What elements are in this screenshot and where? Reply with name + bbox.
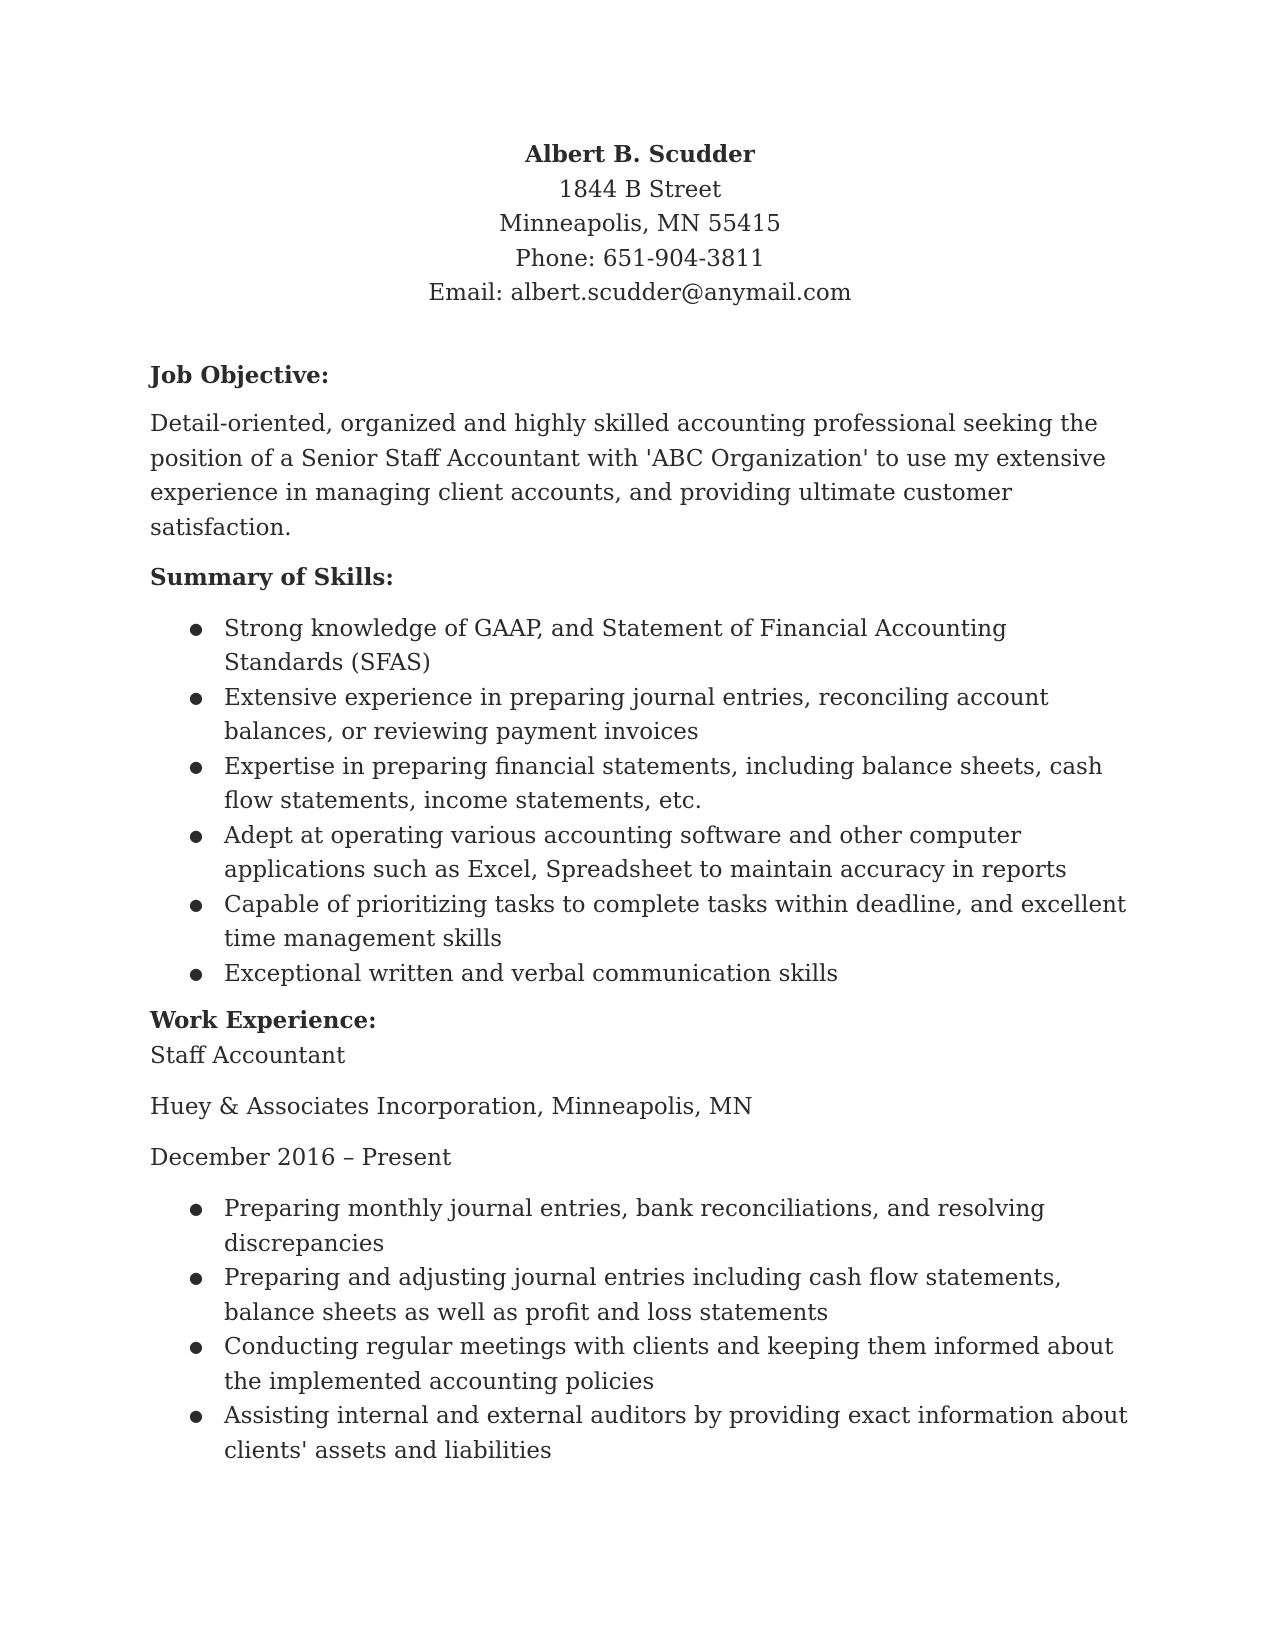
email-address[interactable]: albert.scudder@anymail.com — [510, 280, 852, 306]
bullet-icon: ● — [189, 687, 203, 707]
list-item — [150, 1192, 1130, 1261]
skill-text: Extensive experience in preparing journal entries, reconciling account balances, or reviewing payment invoices — [224, 684, 1049, 745]
street-address: 1844 B Street — [558, 176, 722, 203]
list-item — [150, 750, 1130, 819]
email-line — [150, 276, 1130, 311]
duties-list — [150, 1192, 1130, 1468]
work-experience-section — [150, 1004, 1130, 1468]
city-state-zip: Minneapolis, MN 55415 — [499, 211, 781, 237]
objective-heading: Job Objective: — [150, 361, 330, 389]
resume-content — [150, 138, 1130, 1468]
skill-text: Exceptional written and verbal communication skills — [224, 960, 839, 987]
skill-text: Expertise in preparing financial statements, including balance sheets, cash flow statements, income statements, etc. — [224, 753, 1103, 814]
bullet-icon: ● — [189, 894, 203, 914]
bullet-icon: ● — [189, 1406, 203, 1425]
bullet-icon: ● — [189, 756, 203, 776]
bullet-icon: ● — [189, 1268, 203, 1287]
work-experience-heading: Work Experience: — [150, 1007, 377, 1034]
bullet-icon: ● — [189, 963, 203, 983]
duty-text: Assisting internal and external auditors by providing exact information about clients' assets and liabilities — [224, 1403, 1128, 1464]
list-item — [150, 681, 1130, 750]
bullet-icon: ● — [189, 1337, 203, 1356]
bullet-icon: ● — [189, 825, 203, 845]
list-item — [150, 1330, 1130, 1399]
list-item — [150, 1261, 1130, 1330]
list-item — [150, 1399, 1130, 1468]
duty-text: Preparing monthly journal entries, bank reconciliations, and resolving discrepancies — [224, 1196, 1045, 1257]
phone-number: Phone: 651-904-3811 — [515, 245, 765, 272]
contact-header — [150, 138, 1130, 311]
applicant-name: Albert B. Scudder — [525, 141, 755, 168]
list-item — [150, 819, 1130, 888]
skill-text: Adept at operating various accounting software and other computer applications such as Excel, Spreadsheet to maintain accuracy in reports — [224, 822, 1067, 883]
skills-list — [150, 612, 1130, 992]
skills-section — [150, 561, 1130, 991]
skill-text: Strong knowledge of GAAP, and Statement of Financial Accounting Standards (SFAS) — [224, 615, 1007, 676]
company-name: Huey & Associates Incorporation, Minneapolis, MN — [150, 1094, 753, 1120]
list-item — [150, 957, 1130, 992]
skills-heading: Summary of Skills: — [150, 564, 394, 591]
skill-text: Capable of prioritizing tasks to complete tasks within deadline, and excellent time management skills — [224, 891, 1127, 952]
duty-text: Preparing and adjusting journal entries including cash flow statements, balance sheets as well as profit and loss statements — [224, 1265, 1062, 1326]
email-label: Email: — [428, 280, 511, 306]
job-title: Staff Accountant — [150, 1042, 346, 1069]
bullet-icon: ● — [189, 1199, 203, 1218]
list-item — [150, 612, 1130, 681]
objective-section — [150, 359, 1130, 546]
employment-dates: December 2016 – Present — [150, 1144, 452, 1171]
duty-text: Conducting regular meetings with clients and keeping them informed about the implemented accounting policies — [224, 1334, 1114, 1395]
bullet-icon: ● — [189, 618, 203, 638]
list-item — [150, 888, 1130, 957]
objective-text: Detail-oriented, organized and highly skilled accounting professional seeking the position of a Senior Staff Accountant with 'ABC Organization' to use my extensive experience in managing client accounts, and providing ultimate customer satisfaction. — [150, 411, 1107, 541]
